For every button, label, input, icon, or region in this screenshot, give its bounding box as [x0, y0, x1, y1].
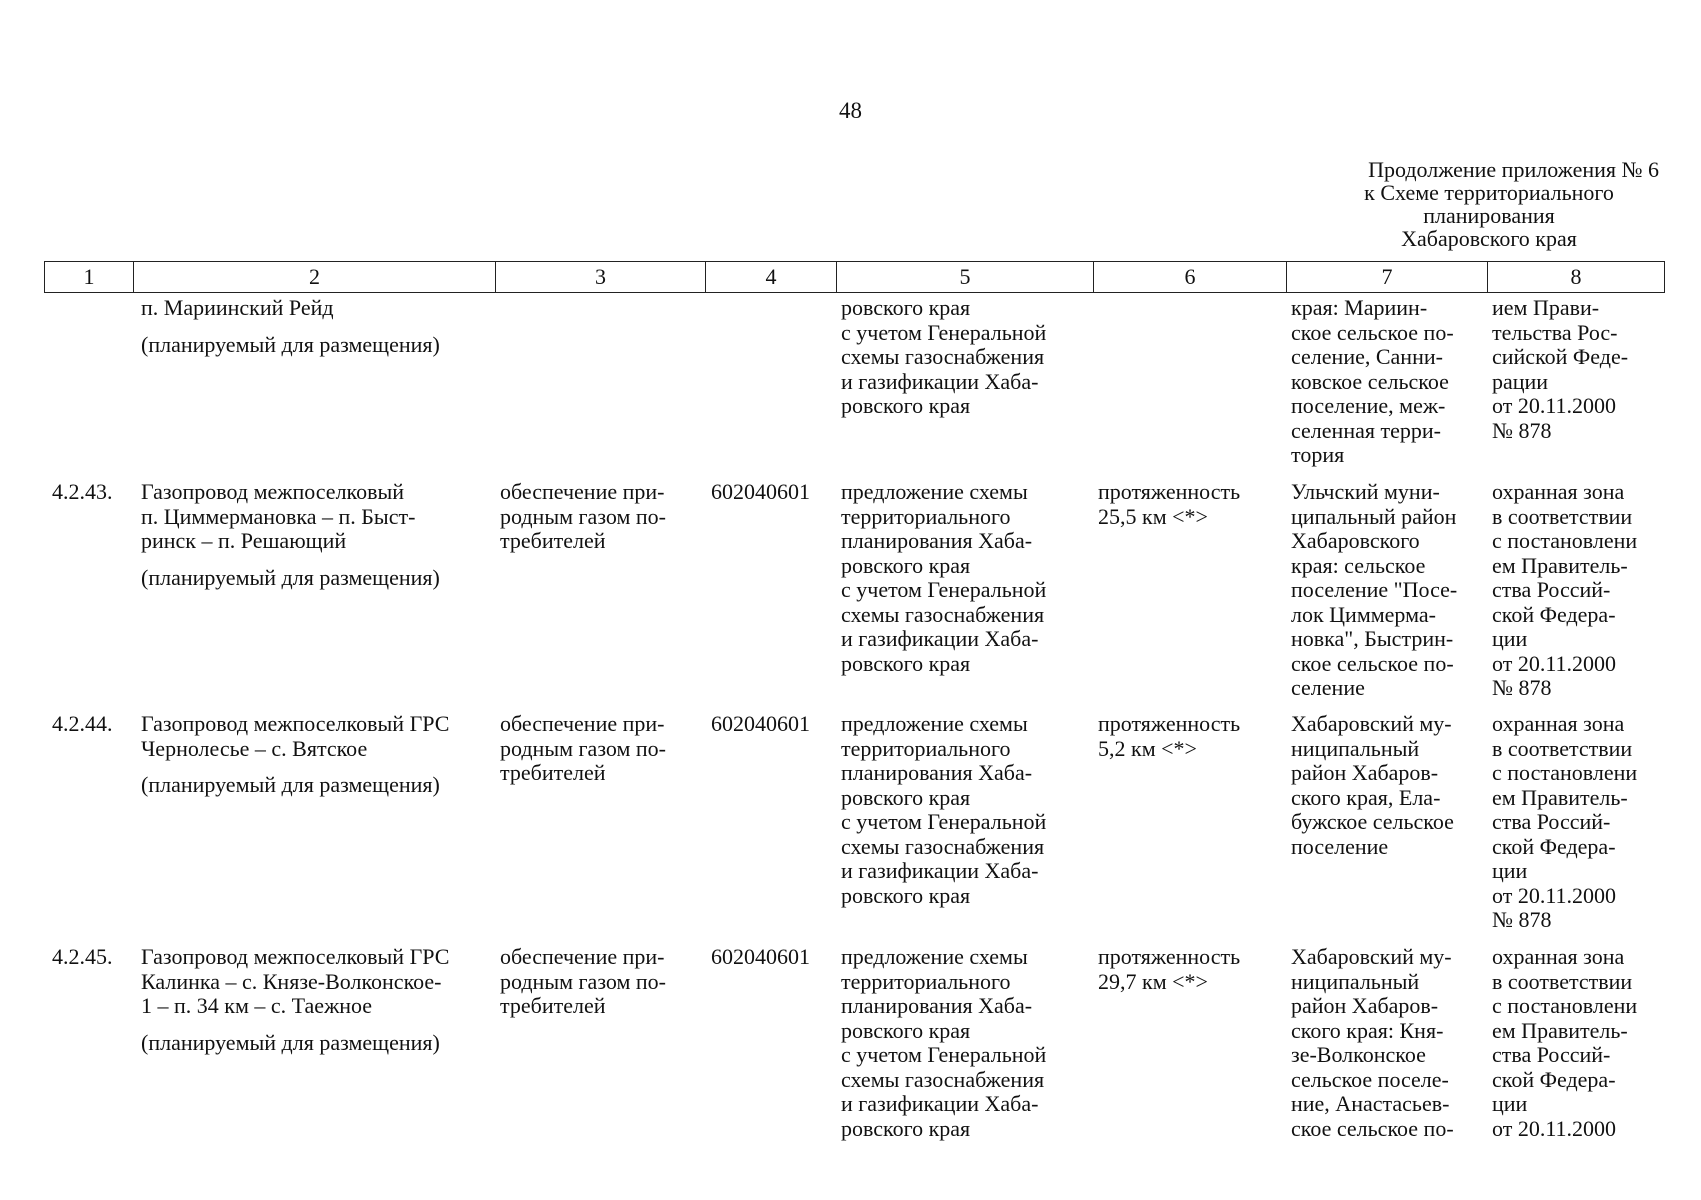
object-name-line: Чернолесье – с. Вятское	[141, 735, 368, 761]
object-name-cell	[141, 712, 449, 798]
location-line: ципальный район	[1291, 503, 1457, 529]
protection-zone-line: с постановлени	[1492, 760, 1638, 785]
object-name-line: п. Мариинский Рейд	[141, 295, 334, 320]
parameters-line: 29,7 км <*>	[1098, 968, 1208, 994]
parameters-line: протяженность	[1098, 944, 1241, 969]
protection-zone-line: ции	[1492, 858, 1528, 883]
column-header-cell: 3	[496, 262, 706, 293]
basis-line: ровского края	[841, 1017, 971, 1043]
protection-zone-line: от 20.11.2000	[1492, 1115, 1617, 1141]
column-header-table	[44, 261, 1665, 293]
location-line: поселение	[1291, 833, 1389, 859]
basis-line: схемы газоснабжения	[841, 344, 1045, 369]
basis-line: и газификации Хаба-	[841, 368, 1039, 394]
location-line: селение	[1291, 675, 1365, 700]
object-name-line: Газопровод межпоселковый ГРС	[141, 711, 450, 736]
parameters-cell	[1098, 480, 1240, 529]
location-line: края: Мариин-	[1291, 295, 1428, 320]
object-name-cell	[141, 945, 449, 1055]
basis-line: предложение схемы	[841, 944, 1028, 969]
protection-zone-cell	[1492, 480, 1637, 701]
object-status: (планируемый для размещения)	[141, 1029, 440, 1055]
basis-line: с учетом Генеральной	[841, 1042, 1047, 1067]
appendix-line-1: Продолжение приложения № 6	[1368, 157, 1659, 182]
purpose-line: родным газом по-	[500, 735, 666, 761]
basis-line: с учетом Генеральной	[841, 577, 1047, 602]
protection-zone-cell	[1492, 945, 1637, 1141]
basis-line: планирования Хаба-	[841, 528, 1033, 553]
basis-line: схемы газоснабжения	[841, 1066, 1045, 1092]
object-name-line: п. Циммермановка – п. Быст-	[141, 503, 416, 529]
protection-zone-line: ства Россий-	[1492, 577, 1611, 602]
purpose-cell	[500, 712, 666, 786]
location-line: Ульчский муни-	[1291, 479, 1440, 504]
protection-zone-line: ем Правитель-	[1492, 784, 1628, 810]
protection-zone-line: ской Федера-	[1492, 601, 1616, 627]
protection-zone-line: охранная зона	[1492, 944, 1625, 969]
object-name-line: Газопровод межпоселковый	[141, 479, 405, 504]
basis-line: ровского края	[841, 1115, 971, 1141]
location-line: ское сельское по-	[1291, 1115, 1454, 1141]
protection-zone-cell	[1492, 712, 1637, 933]
purpose-cell	[500, 945, 666, 1019]
location-line: ковское сельское	[1291, 368, 1449, 394]
location-line: сельское поселе-	[1291, 1066, 1449, 1092]
parameters-line: 25,5 км <*>	[1098, 503, 1208, 529]
basis-cell	[841, 480, 1046, 676]
protection-zone-line: ием Прави-	[1492, 295, 1600, 320]
protection-zone-line: ской Федера-	[1492, 1066, 1616, 1092]
parameters-line: протяженность	[1098, 479, 1241, 504]
column-header-cell: 8	[1488, 262, 1665, 293]
protection-zone-line: ства Россий-	[1492, 809, 1611, 834]
column-header-cell: 2	[134, 262, 496, 293]
protection-zone-line: в соответствии	[1492, 968, 1633, 994]
column-header-row	[45, 262, 1665, 293]
basis-line: и газификации Хаба-	[841, 1091, 1039, 1116]
appendix-line-3: планирования	[1423, 203, 1555, 228]
protection-zone-line: сийской Феде-	[1492, 344, 1629, 369]
location-line: селение, Санни-	[1291, 344, 1443, 369]
location-line: новка", Быстрин-	[1291, 626, 1454, 651]
location-cell	[1291, 480, 1457, 701]
protection-zone-line: от 20.11.2000	[1492, 393, 1617, 418]
object-name-cell	[141, 480, 440, 590]
column-header-cell: 7	[1287, 262, 1488, 293]
parameters-cell	[1098, 712, 1240, 761]
protection-zone-line: с постановлени	[1492, 993, 1638, 1018]
basis-line: и газификации Хаба-	[841, 858, 1039, 883]
location-line: ниципальный	[1291, 968, 1420, 994]
location-line: поселение, меж-	[1291, 393, 1446, 418]
location-line: поселение "Посе-	[1291, 577, 1458, 602]
purpose-line: обеспечение при-	[500, 944, 665, 969]
basis-line: ровского края	[841, 650, 971, 676]
object-status: (планируемый для размещения)	[141, 564, 440, 590]
protection-zone-line: в соответствии	[1492, 735, 1633, 761]
appendix-line-2: к Схеме территориального	[1364, 180, 1614, 205]
purpose-line: родным газом по-	[500, 968, 666, 994]
row-number: 4.2.44.	[52, 711, 113, 736]
protection-zone-line: ем Правитель-	[1492, 1017, 1628, 1043]
object-name-line: ринск – п. Решающий	[141, 528, 347, 553]
purpose-line: требителей	[500, 993, 606, 1018]
object-name-cell	[141, 296, 440, 357]
basis-line: и газификации Хаба-	[841, 626, 1039, 651]
protection-zone-line: тельства Рос-	[1492, 319, 1618, 345]
protection-zone-line: от 20.11.2000	[1492, 882, 1617, 908]
basis-line: с учетом Генеральной	[841, 319, 1047, 345]
basis-cell	[841, 296, 1046, 419]
location-line: ниципальный	[1291, 735, 1420, 761]
protection-zone-line: охранная зона	[1492, 711, 1625, 736]
object-code: 602040601	[711, 479, 810, 504]
purpose-line: требителей	[500, 528, 606, 553]
protection-zone-line: в соответствии	[1492, 503, 1633, 529]
location-line: Хабаровского	[1291, 528, 1420, 553]
protection-zone-line: № 878	[1492, 675, 1552, 700]
appendix-line-4: Хабаровского края	[1401, 226, 1577, 251]
protection-zone-line: рации	[1492, 368, 1549, 394]
basis-line: предложение схемы	[841, 479, 1028, 504]
basis-line: с учетом Генеральной	[841, 809, 1047, 834]
purpose-line: обеспечение при-	[500, 711, 665, 736]
location-line: селенная терри-	[1291, 417, 1441, 443]
object-status: (планируемый для размещения)	[141, 772, 440, 797]
location-line: Хабаровский му-	[1291, 711, 1452, 736]
location-line: район Хабаров-	[1291, 760, 1439, 785]
protection-zone-line: № 878	[1492, 417, 1552, 443]
protection-zone-line: охранная зона	[1492, 479, 1625, 504]
protection-zone-line: № 878	[1492, 907, 1552, 932]
protection-zone-line: ции	[1492, 1091, 1528, 1116]
basis-line: ровского края	[841, 784, 971, 810]
location-cell	[1291, 712, 1454, 859]
protection-zone-line: ции	[1492, 626, 1528, 651]
basis-line: планирования Хаба-	[841, 760, 1033, 785]
object-status: (планируемый для размещения)	[141, 331, 440, 357]
page-number: 48	[839, 98, 862, 123]
appendix-caption	[1319, 158, 1659, 250]
location-cell	[1291, 296, 1454, 468]
protection-zone-line: ской Федера-	[1492, 833, 1616, 859]
location-line: ское сельское по-	[1291, 319, 1454, 345]
location-cell	[1291, 945, 1454, 1141]
column-header-cell: 1	[45, 262, 134, 293]
row-number: 4.2.45.	[52, 944, 113, 969]
location-line: края: сельское	[1291, 552, 1426, 578]
object-name-line: Калинка – с. Князе-Волконское-	[141, 968, 442, 994]
basis-line: ровского края	[841, 295, 971, 320]
basis-line: предложение схемы	[841, 711, 1028, 736]
protection-zone-line: ем Правитель-	[1492, 552, 1628, 578]
location-line: район Хабаров-	[1291, 993, 1439, 1018]
row-number: 4.2.43.	[52, 479, 113, 504]
column-header-cell: 6	[1094, 262, 1287, 293]
column-header-cell: 5	[837, 262, 1094, 293]
object-name-line: 1 – п. 34 км – с. Таежное	[141, 993, 373, 1018]
location-line: ние, Анастасьев-	[1291, 1091, 1450, 1116]
basis-line: ровского края	[841, 552, 971, 578]
basis-line: территориального	[841, 968, 1011, 994]
location-line: тория	[1291, 442, 1345, 467]
basis-line: планирования Хаба-	[841, 993, 1033, 1018]
purpose-line: обеспечение при-	[500, 479, 665, 504]
object-code: 602040601	[711, 711, 810, 736]
purpose-line: родным газом по-	[500, 503, 666, 529]
basis-line: схемы газоснабжения	[841, 833, 1045, 859]
parameters-line: протяженность	[1098, 711, 1241, 736]
location-line: зе-Волконское	[1291, 1042, 1426, 1067]
basis-line: ровского края	[841, 882, 971, 908]
purpose-cell	[500, 480, 666, 554]
protection-zone-cell	[1492, 296, 1628, 443]
purpose-line: требителей	[500, 760, 606, 785]
protection-zone-line: от 20.11.2000	[1492, 650, 1617, 676]
location-line: ское сельское по-	[1291, 650, 1454, 676]
parameters-cell	[1098, 945, 1240, 994]
protection-zone-line: ства Россий-	[1492, 1042, 1611, 1067]
location-line: Хабаровский му-	[1291, 944, 1452, 969]
location-line: ского края: Кня-	[1291, 1017, 1444, 1043]
parameters-line: 5,2 км <*>	[1098, 735, 1197, 761]
basis-cell	[841, 712, 1046, 908]
basis-line: территориального	[841, 503, 1011, 529]
object-code: 602040601	[711, 944, 810, 969]
object-name-line: Газопровод межпоселковый ГРС	[141, 944, 450, 969]
basis-line: ровского края	[841, 393, 971, 418]
location-line: лок Циммерма-	[1291, 601, 1436, 627]
column-header-cell: 4	[706, 262, 837, 293]
location-line: бужское сельское	[1291, 809, 1454, 834]
basis-line: территориального	[841, 735, 1011, 761]
basis-cell	[841, 945, 1046, 1141]
location-line: ского края, Ела-	[1291, 784, 1441, 810]
basis-line: схемы газоснабжения	[841, 601, 1045, 627]
protection-zone-line: с постановлени	[1492, 528, 1638, 553]
